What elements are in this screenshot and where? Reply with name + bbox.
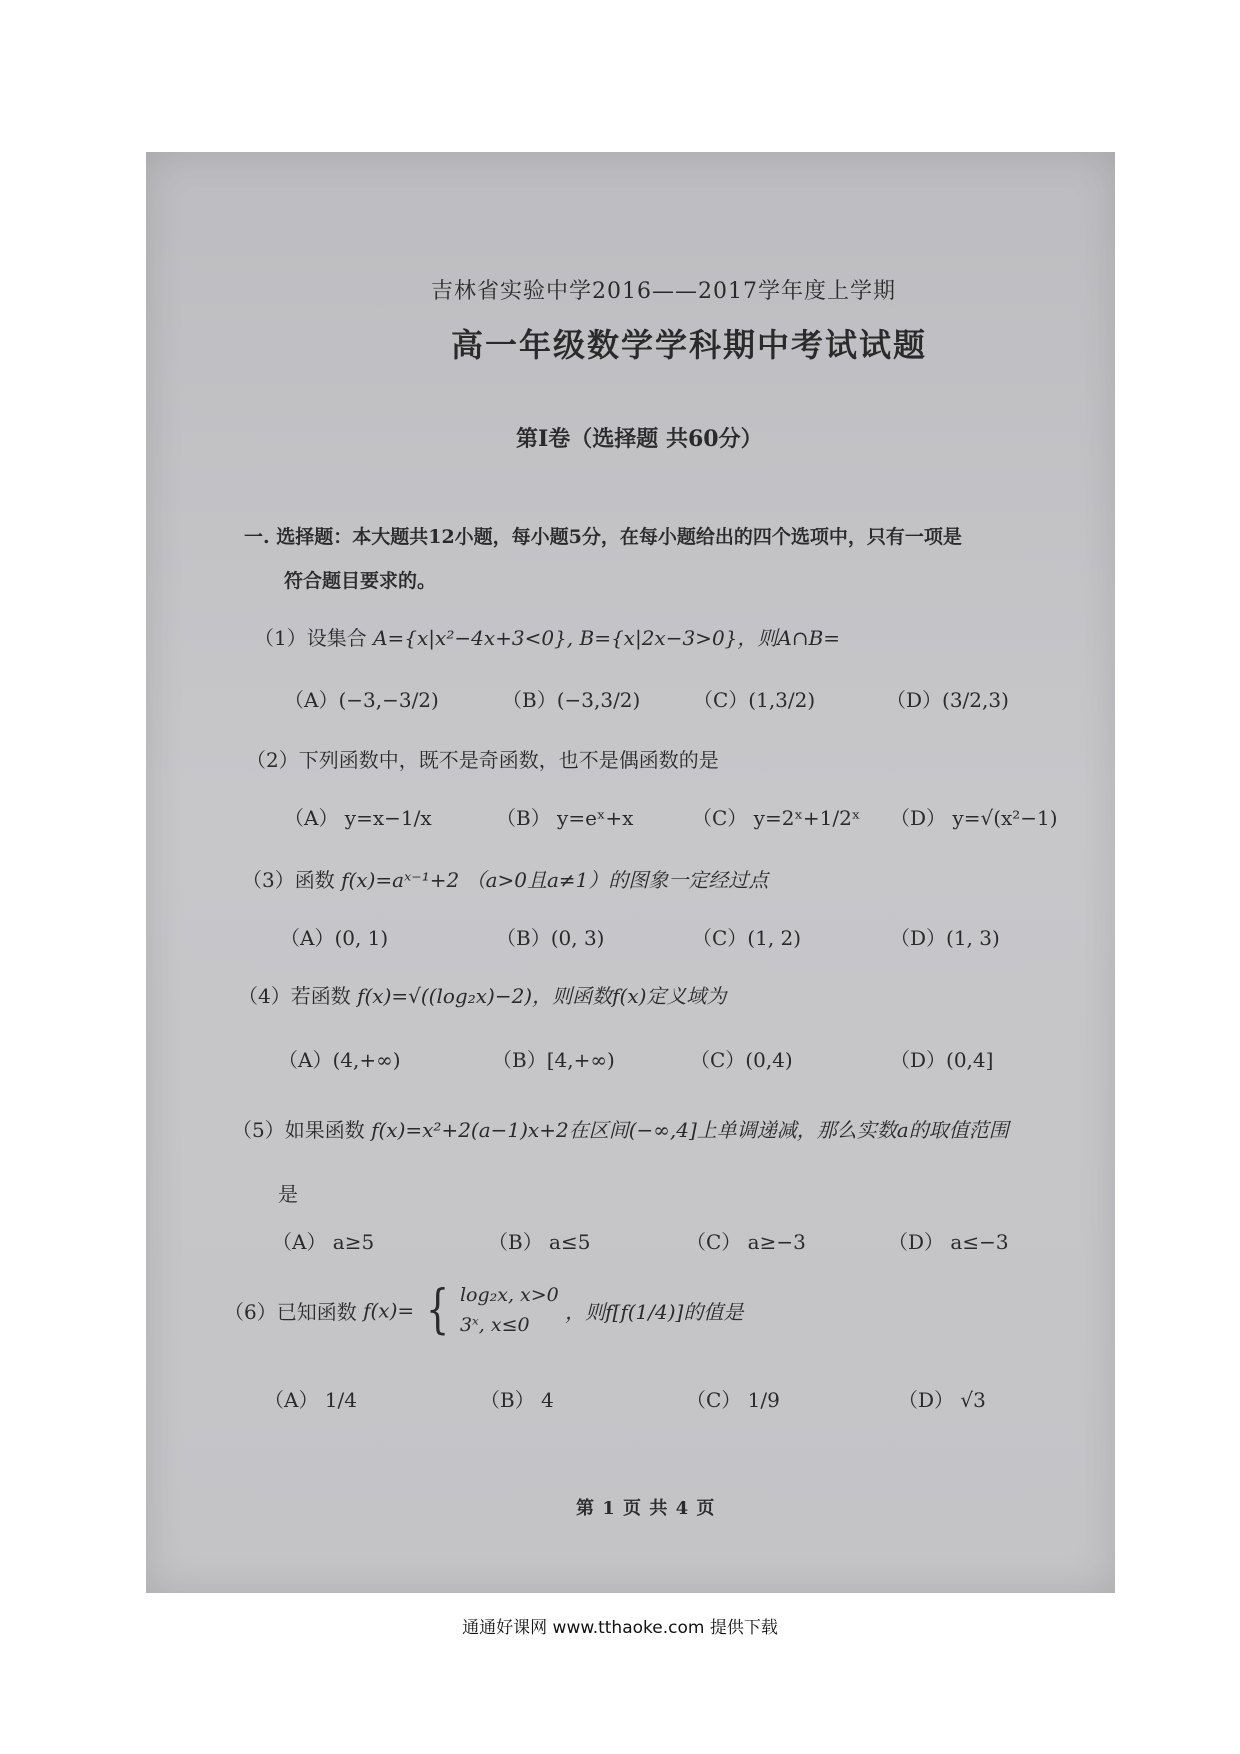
- question-5-stem-continuation: 是: [278, 1182, 298, 1206]
- question-6-option-b: （B） 4: [480, 1388, 554, 1412]
- question-1-expression: A={x|x²−4x+3<0}, B={x|2x−3>0}，则A∩B=: [373, 626, 841, 650]
- question-4-option-d: （D）(0,4]: [890, 1048, 994, 1072]
- question-2-option-d: （D） y=√(x²−1): [890, 806, 1058, 830]
- question-6-case-1: log₂x, x>0: [459, 1284, 559, 1306]
- question-5-expression: f(x)=x²+2(a−1)x+2在区间(−∞,4]上单调递减，那么实数a的取值范围: [371, 1118, 1009, 1142]
- question-5-option-b: （B） a≤5: [488, 1230, 591, 1254]
- question-2-stem: （2）下列函数中，既不是奇函数，也不是偶函数的是: [246, 748, 719, 772]
- question-5-option-d: （D） a≤−3: [888, 1230, 1009, 1254]
- question-6-case-2: 3ˣ, x≤0: [459, 1314, 530, 1337]
- download-footer: 通通好课网 www.tthaoke.com 提供下载: [462, 1618, 778, 1638]
- question-3-option-d: （D）(1, 3): [890, 926, 1000, 950]
- question-6-number: （6）已知函数: [224, 1299, 357, 1324]
- question-6-fx: f(x)=: [363, 1298, 415, 1323]
- question-3-option-c: （C）(1, 2): [692, 926, 802, 950]
- question-3-stem: [242, 864, 768, 893]
- question-1-option-c: （C）(1,3/2): [693, 688, 816, 712]
- question-6-option-d: （D） √3: [898, 1388, 986, 1412]
- exam-title: 高一年级数学学科期中考试试题: [451, 326, 928, 364]
- question-1-option-a: （A）(−3,−3/2): [284, 688, 439, 712]
- piecewise-brace: {: [425, 1280, 449, 1341]
- question-5-option-a: （A） a≥5: [272, 1230, 375, 1254]
- exam-paper-photo: [146, 152, 1115, 1593]
- question-6-option-c: （C） 1/9: [686, 1388, 780, 1412]
- question-3-expression: f(x)=aˣ⁻¹+2 （a>0且a≠1）的图象一定经过点: [341, 868, 769, 892]
- question-6-cases: [460, 1280, 559, 1341]
- question-2-option-b: （B） y=eˣ+x: [496, 806, 634, 830]
- question-6-expression: ，则f[f(1/4)]的值是: [565, 1299, 744, 1324]
- question-4-option-c: （C）(0,4): [690, 1048, 793, 1072]
- question-1-option-b: （B）(−3,3/2): [502, 688, 641, 712]
- question-5-stem: [232, 1114, 1009, 1143]
- question-1-number: （1）设集合: [254, 626, 367, 650]
- volume-heading: 第Ⅰ卷（选择题 共60分）: [516, 426, 763, 452]
- question-5-number: （5）如果函数: [232, 1118, 365, 1142]
- question-2-option-c: （C） y=2ˣ+1/2ˣ: [692, 806, 861, 830]
- school-header: 吉林省实验中学2016——2017学年度上学期: [431, 279, 896, 304]
- question-1-stem: [254, 622, 840, 651]
- question-2-option-a: （A） y=x−1/x: [284, 806, 432, 830]
- question-1-option-d: （D）(3/2,3): [886, 688, 1009, 712]
- question-3-option-a: （A）(0, 1): [280, 926, 389, 950]
- question-3-option-b: （B）(0, 3): [496, 926, 605, 950]
- question-6-option-a: （A） 1/4: [264, 1388, 357, 1412]
- question-4-number: （4）若函数: [238, 984, 351, 1008]
- question-6-stem: [224, 1280, 743, 1341]
- question-4-stem: [238, 980, 726, 1009]
- question-5-option-c: （C） a≥−3: [686, 1230, 806, 1254]
- page-number: 第 1 页 共 4 页: [576, 1498, 716, 1519]
- question-4-expression: f(x)=√((log₂x)−2)，则函数f(x)定义域为: [357, 984, 727, 1008]
- question-3-number: （3）函数: [242, 868, 335, 892]
- instructions-line-2: 符合题目要求的。: [284, 570, 437, 592]
- question-4-option-a: （A）(4,+∞): [278, 1048, 401, 1072]
- instructions-line-1: 一. 选择题：本大题共12小题，每小题5分，在每小题给出的四个选项中，只有一项是: [244, 526, 962, 548]
- question-4-option-b: （B）[4,+∞): [492, 1048, 615, 1072]
